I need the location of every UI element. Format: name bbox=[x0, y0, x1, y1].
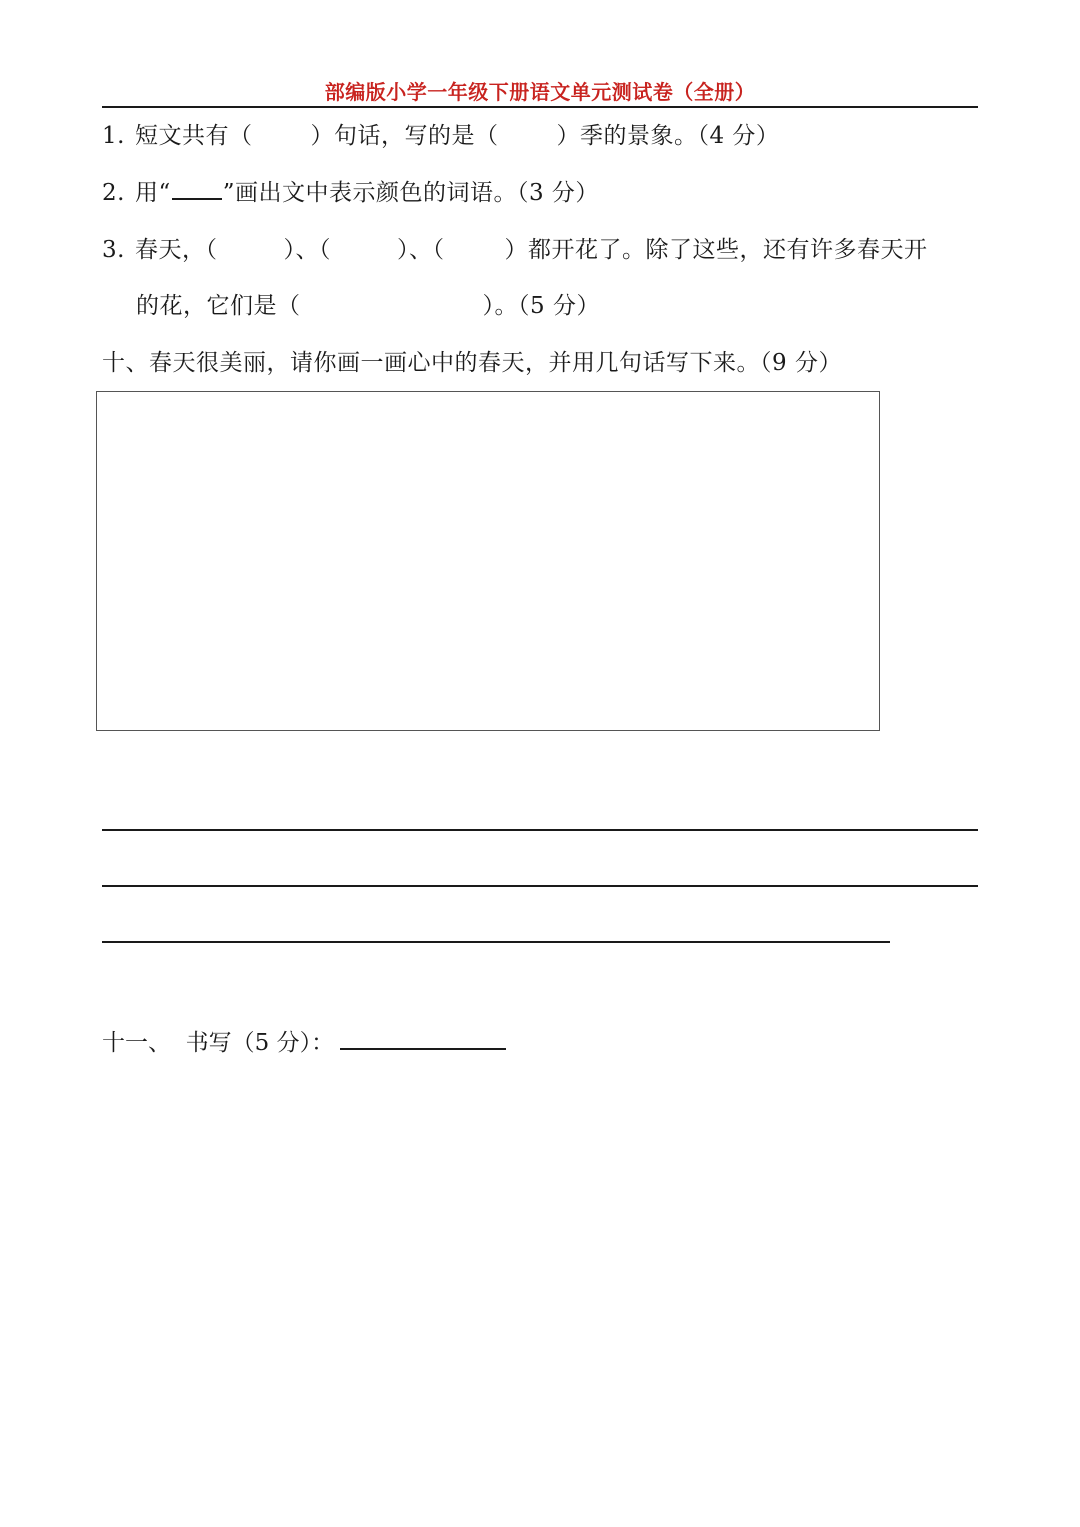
section-11-answer-line[interactable] bbox=[340, 1028, 506, 1050]
question-3-text-d: ）都开花了。除了这些，还有许多春天开 bbox=[504, 237, 928, 263]
question-2 bbox=[102, 178, 599, 208]
section-10-heading: 十、春天很美丽，请你画一画心中的春天，并用几句话写下来。（9 分） bbox=[102, 350, 842, 376]
writing-line-1[interactable] bbox=[102, 829, 978, 831]
question-1-number: 1. bbox=[102, 123, 125, 149]
section-11 bbox=[102, 1028, 506, 1058]
writing-line-2[interactable] bbox=[102, 885, 978, 887]
drawing-box[interactable] bbox=[96, 391, 880, 731]
question-3-text-b: ）、（ bbox=[283, 237, 331, 263]
question-2-text-b: ”画出文中表示颜色的词语。（3 分） bbox=[222, 180, 599, 206]
question-1-text-b: ）句话，写的是（ bbox=[310, 123, 499, 149]
underline-sample bbox=[172, 182, 222, 200]
header-divider bbox=[102, 106, 978, 108]
question-3-number: 3. bbox=[102, 237, 125, 263]
section-11-heading: 十一、 书写（5 分）： bbox=[102, 1030, 335, 1056]
page-title: 部编版小学一年级下册语文单元测试卷（全册） bbox=[324, 80, 756, 104]
question-3-line-1 bbox=[102, 235, 927, 265]
question-1 bbox=[102, 121, 779, 151]
question-3-text-c: ）、（ bbox=[396, 237, 445, 263]
question-2-number: 2. bbox=[102, 180, 125, 206]
writing-line-3[interactable] bbox=[102, 941, 890, 943]
question-3-text-a: 春天，（ bbox=[134, 237, 218, 263]
question-1-text-c: ）季的景象。（4 分） bbox=[556, 123, 780, 149]
question-2-text-a: 用“ bbox=[134, 180, 171, 206]
question-3-text-e: 的花，它们是（ bbox=[136, 293, 301, 319]
question-3-text-f: ）。（5 分） bbox=[482, 293, 600, 319]
question-1-text-a: 短文共有（ bbox=[134, 123, 253, 149]
question-3-line-2 bbox=[136, 291, 600, 321]
